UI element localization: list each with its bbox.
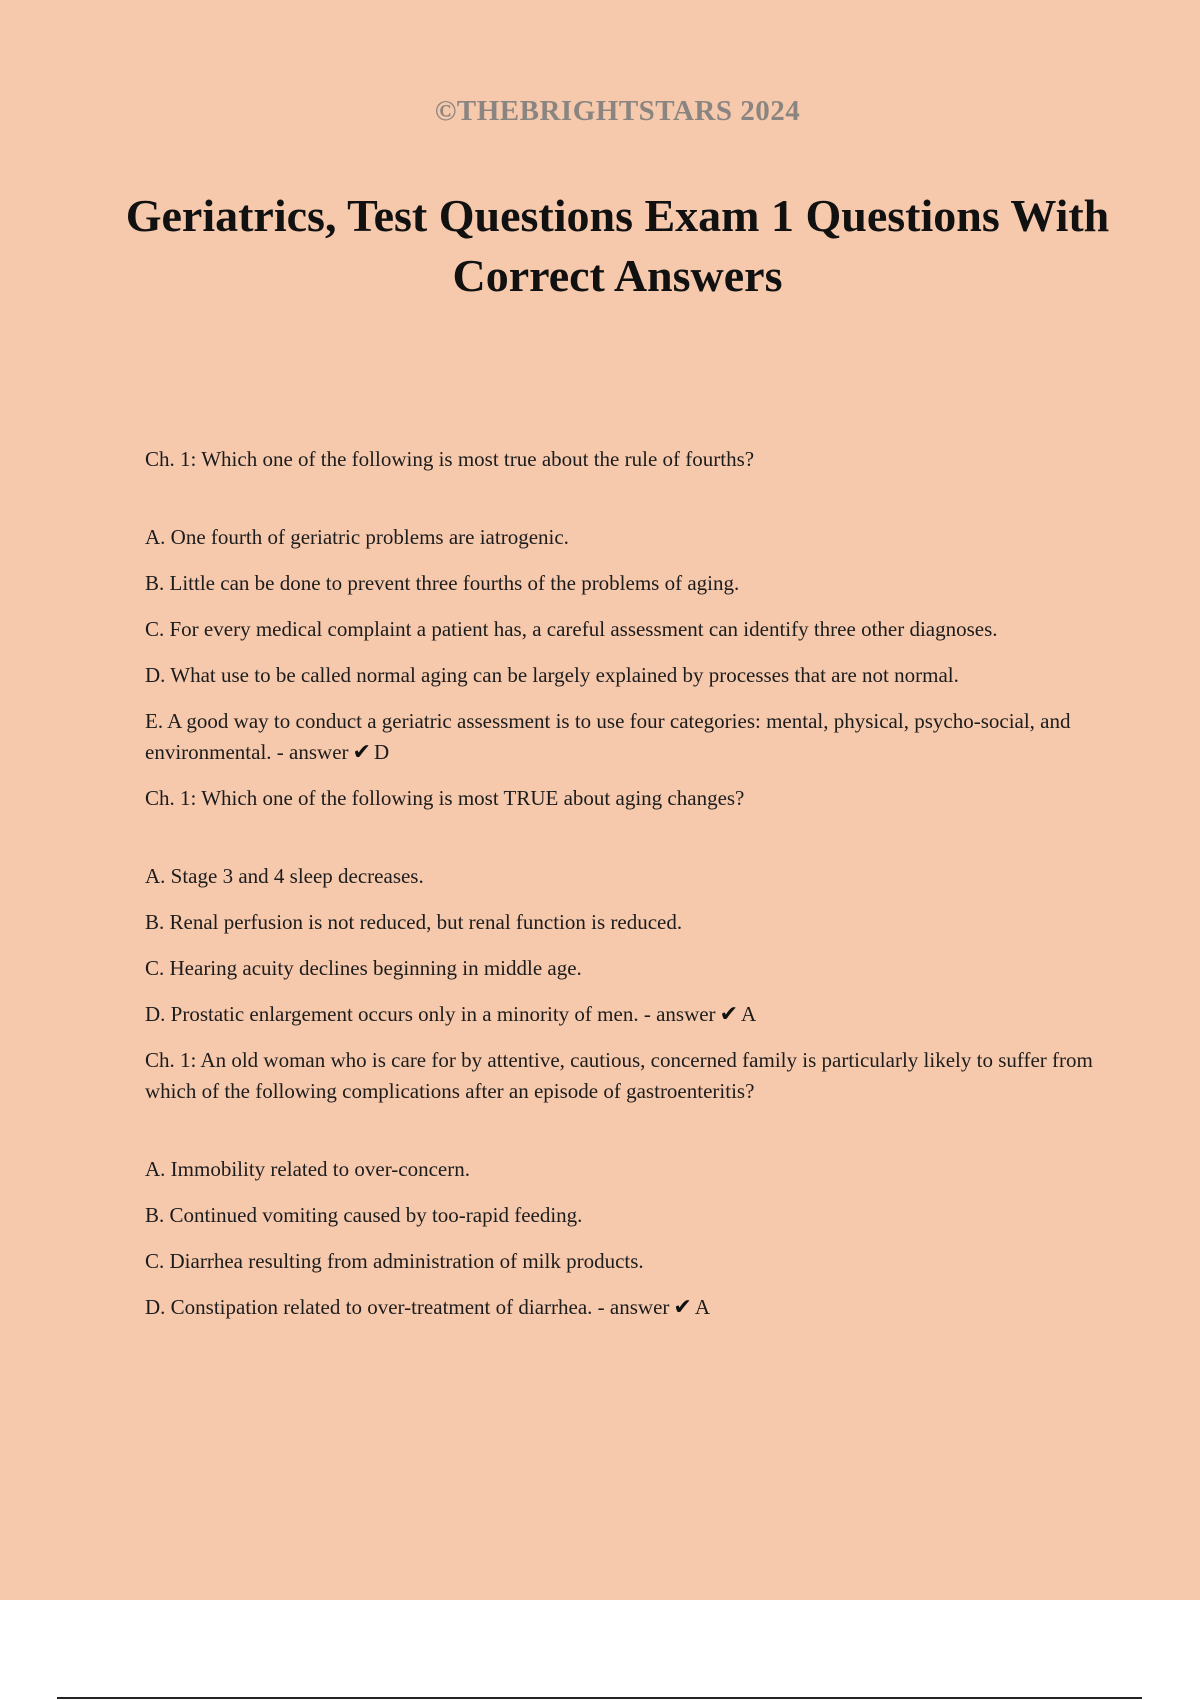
option-text: D. Constipation related to over-treatment of diarrhea. - answer	[145, 1295, 670, 1319]
check-mark-icon: ✔	[352, 740, 371, 765]
footer-divider	[57, 1697, 1142, 1699]
question-1-option-a: A. One fourth of geriatric problems are iatrogenic.	[145, 525, 569, 549]
question-2-option-d-answer	[145, 999, 1095, 1030]
question-3-option-c: C. Diarrhea resulting from administration of milk products.	[145, 1249, 644, 1273]
question-1: Ch. 1: Which one of the following is most true about the rule of fourths?	[145, 447, 755, 471]
question-1-option-d: D. What use to be called normal aging can be largely explained by processes that are not normal.	[145, 663, 959, 687]
question-3: Ch. 1: An old woman who is care for by attentive, cautious, concerned family is particularly likely to suffer from which of the following complications after an episode of gastroenteritis?	[145, 1048, 1093, 1103]
watermark: ©THEBRIGHTSTARS 2024	[434, 95, 801, 127]
answer-value: A	[694, 1295, 710, 1319]
answer-value: D	[373, 740, 390, 764]
question-2-option-b: B. Renal perfusion is not reduced, but renal function is reduced.	[145, 910, 683, 934]
question-2-option-a: A. Stage 3 and 4 sleep decreases.	[145, 864, 424, 888]
question-1-option-e-answer	[145, 706, 1095, 768]
answer-value: A	[741, 1002, 757, 1026]
check-mark-icon: ✔	[673, 1295, 692, 1320]
question-1-option-c: C. For every medical complaint a patient has, a careful assessment can identify three other diagnoses.	[145, 617, 998, 641]
question-3-option-a: A. Immobility related to over-concern.	[145, 1157, 470, 1181]
document-title: Geriatrics, Test Questions Exam 1 Questions With Correct Answers	[125, 190, 1110, 301]
question-list	[145, 444, 1095, 1338]
question-2-option-c: C. Hearing acuity declines beginning in middle age.	[145, 956, 582, 980]
question-3-option-d-answer	[145, 1292, 1095, 1323]
check-mark-icon: ✔	[719, 1002, 738, 1027]
question-1-option-b: B. Little can be done to prevent three fourths of the problems of aging.	[145, 571, 740, 595]
question-2: Ch. 1: Which one of the following is most TRUE about aging changes?	[145, 786, 745, 810]
option-text: D. Prostatic enlargement occurs only in a minority of men. - answer	[145, 1002, 716, 1026]
option-text: E. A good way to conduct a geriatric assessment is to use four categories: mental, physical, psycho-social, and environmental. - answer	[145, 709, 1071, 764]
question-3-option-b: B. Continued vomiting caused by too-rapid feeding.	[145, 1203, 583, 1227]
